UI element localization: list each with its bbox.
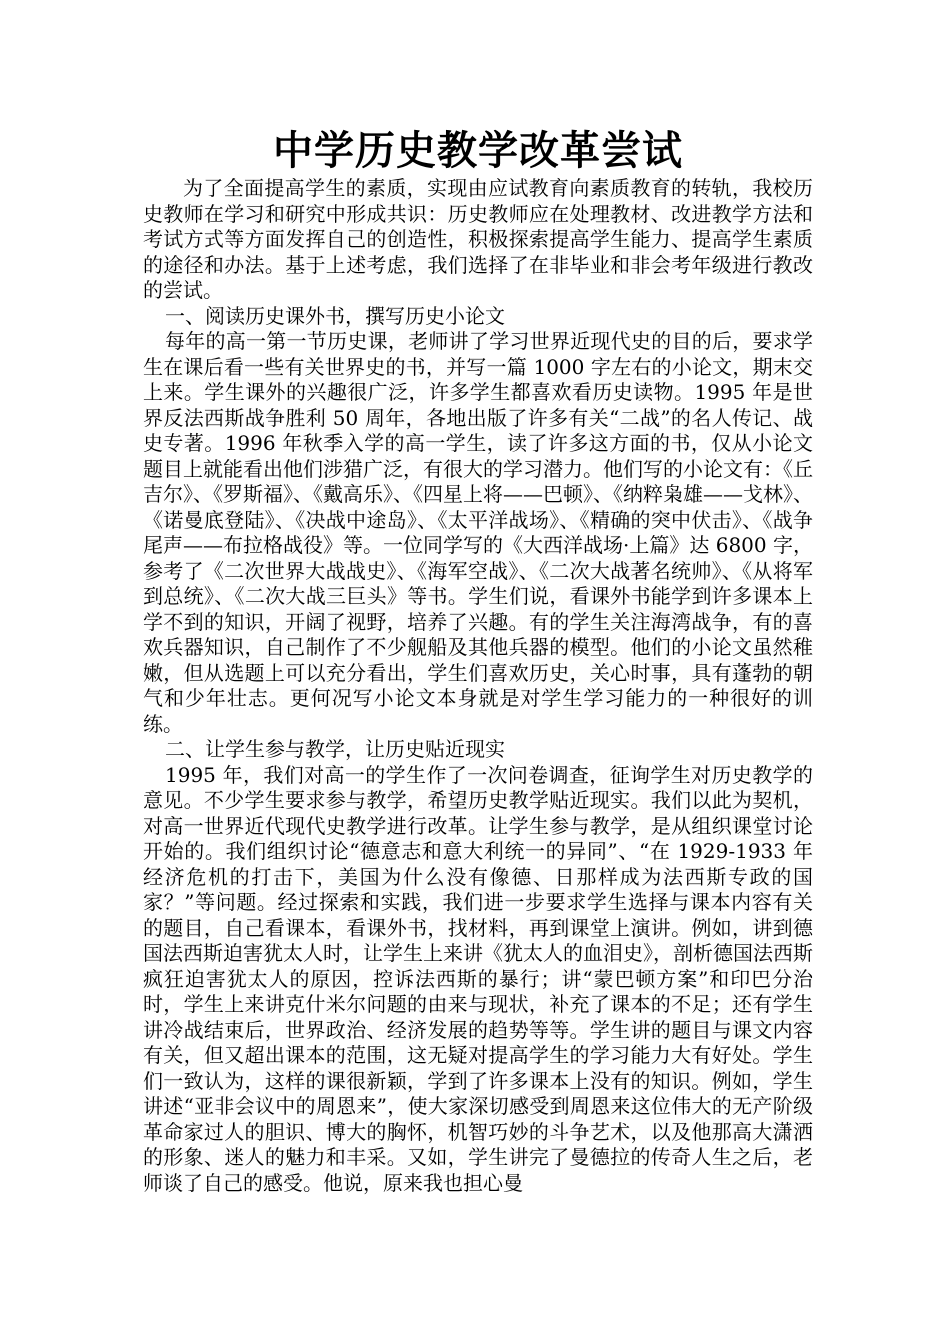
section-2-paragraph: 1995 年，我们对高一的学生作了一次问卷调查，征询学生对历史教学的意见。不少学生要求参与教学，希望历史教学贴近现实。我们以此为契机，对高一世界近代现代史教学进行改革。让学生参与教学，是从组织课堂讨论开始的。我们组织讨论“德意志和意大利统一的异同”、“在 1929-1933 年经济危机的打击下，美国为什么没有像德、日那样成为法西斯专政的国家？”等问题。经过探索和实践，我们进一步要求学生选择与课本内容有关的题目，自己看课本，看课外书，找材料，再到课堂上演讲。例如，讲到德国法西斯迫害犹太人时，让学生上来讲《犹太人的血泪史》，剖析德国法西斯疯狂迫害犹太人的原因，控诉法西斯的暴行；讲“蒙巴顿方案”和印巴分治时，学生上来讲克什米尔问题的由来与现状，补充了课本的不足；还有学生讲冷战结束后，世界政治、经济发展的趋势等等。学生讲的题目与课文内容有关，但又超出课本的范围，这无疑对提高学生的学习能力大有好处。学生们一致认为，这样的课很新颖，学到了许多课本上没有的知识。例如，学生讲述“亚非会议中的周恩来”，使大家深切感受到周恩来这位伟大的无产阶级革命家过人的胆识、博大的胸怀，机智巧妙的斗争艺术，以及他那高大潇洒的形象、迷人的魅力和丰采。又如，学生讲完了曼德拉的传奇人生之后，老师谈了自己的感受。他说，原来我也担心曼 — [143, 762, 813, 1195]
intro-paragraph: 为了全面提高学生的素质，实现由应试教育向素质教育的转轨，我校历史教师在学习和研究中形成共识：历史教师应在处理教材、改进教学方法和考试方式等方面发挥自己的创造性，积极探索提高学生能力、提高学生素质的途径和办法。基于上述考虑，我们选择了在非毕业和非会考年级进行教改的尝试。 — [143, 176, 813, 302]
section-1-paragraph: 每年的高一第一节历史课，老师讲了学习世界近现代史的目的后，要求学生在课后看一些有关世界史的书，并写一篇 1000 字左右的小论文，期末交上来。学生课外的兴趣很广泛，许多学生都喜欢看历史读物。1995 年是世界反法西斯战争胜利 50 周年，各地出版了许多有关“二战”的名人传记、战史专著。1996 年秋季入学的高一学生，读了许多这方面的书，仅从小论文题目上就能看出他们涉猎广泛，有很大的学习潜力。他们写的小论文有：《丘吉尔》、《罗斯福》、《戴高乐》、《四星上将——巴顿》、《纳粹枭雄——戈林》、《诺曼底登陆》、《决战中途岛》、《太平洋战场》、《精确的突中伏击》、《战争尾声——布拉格战役》等。一位同学写的《大西洋战场·上篇》达 6800 字，参考了《二次世界大战战史》、《海军空战》、《二次大战著名统帅》、《从将军到总统》、《二次大战三巨头》等书。学生们说，看课外书能学到许多课本上学不到的知识，开阔了视野，培养了兴趣。有的学生关注海湾战争，有的喜欢兵器知识，自己制作了不少舰船及其他兵器的模型。他们的小论文虽然稚嫩，但从选题上可以充分看出，学生们喜欢历史，关心时事，具有蓬勃的朝气和少年壮志。更何况写小论文本身就是对学生学习能力的一种很好的训练。 — [143, 329, 813, 736]
section-2-heading: 二、让学生参与教学，让历史贴近现实 — [165, 737, 505, 761]
section-1-heading: 一、阅读历史课外书，撰写历史小论文 — [165, 303, 505, 328]
document-page — [143, 128, 813, 1196]
document-title: 中学历史教学改革尝试 — [273, 127, 683, 174]
